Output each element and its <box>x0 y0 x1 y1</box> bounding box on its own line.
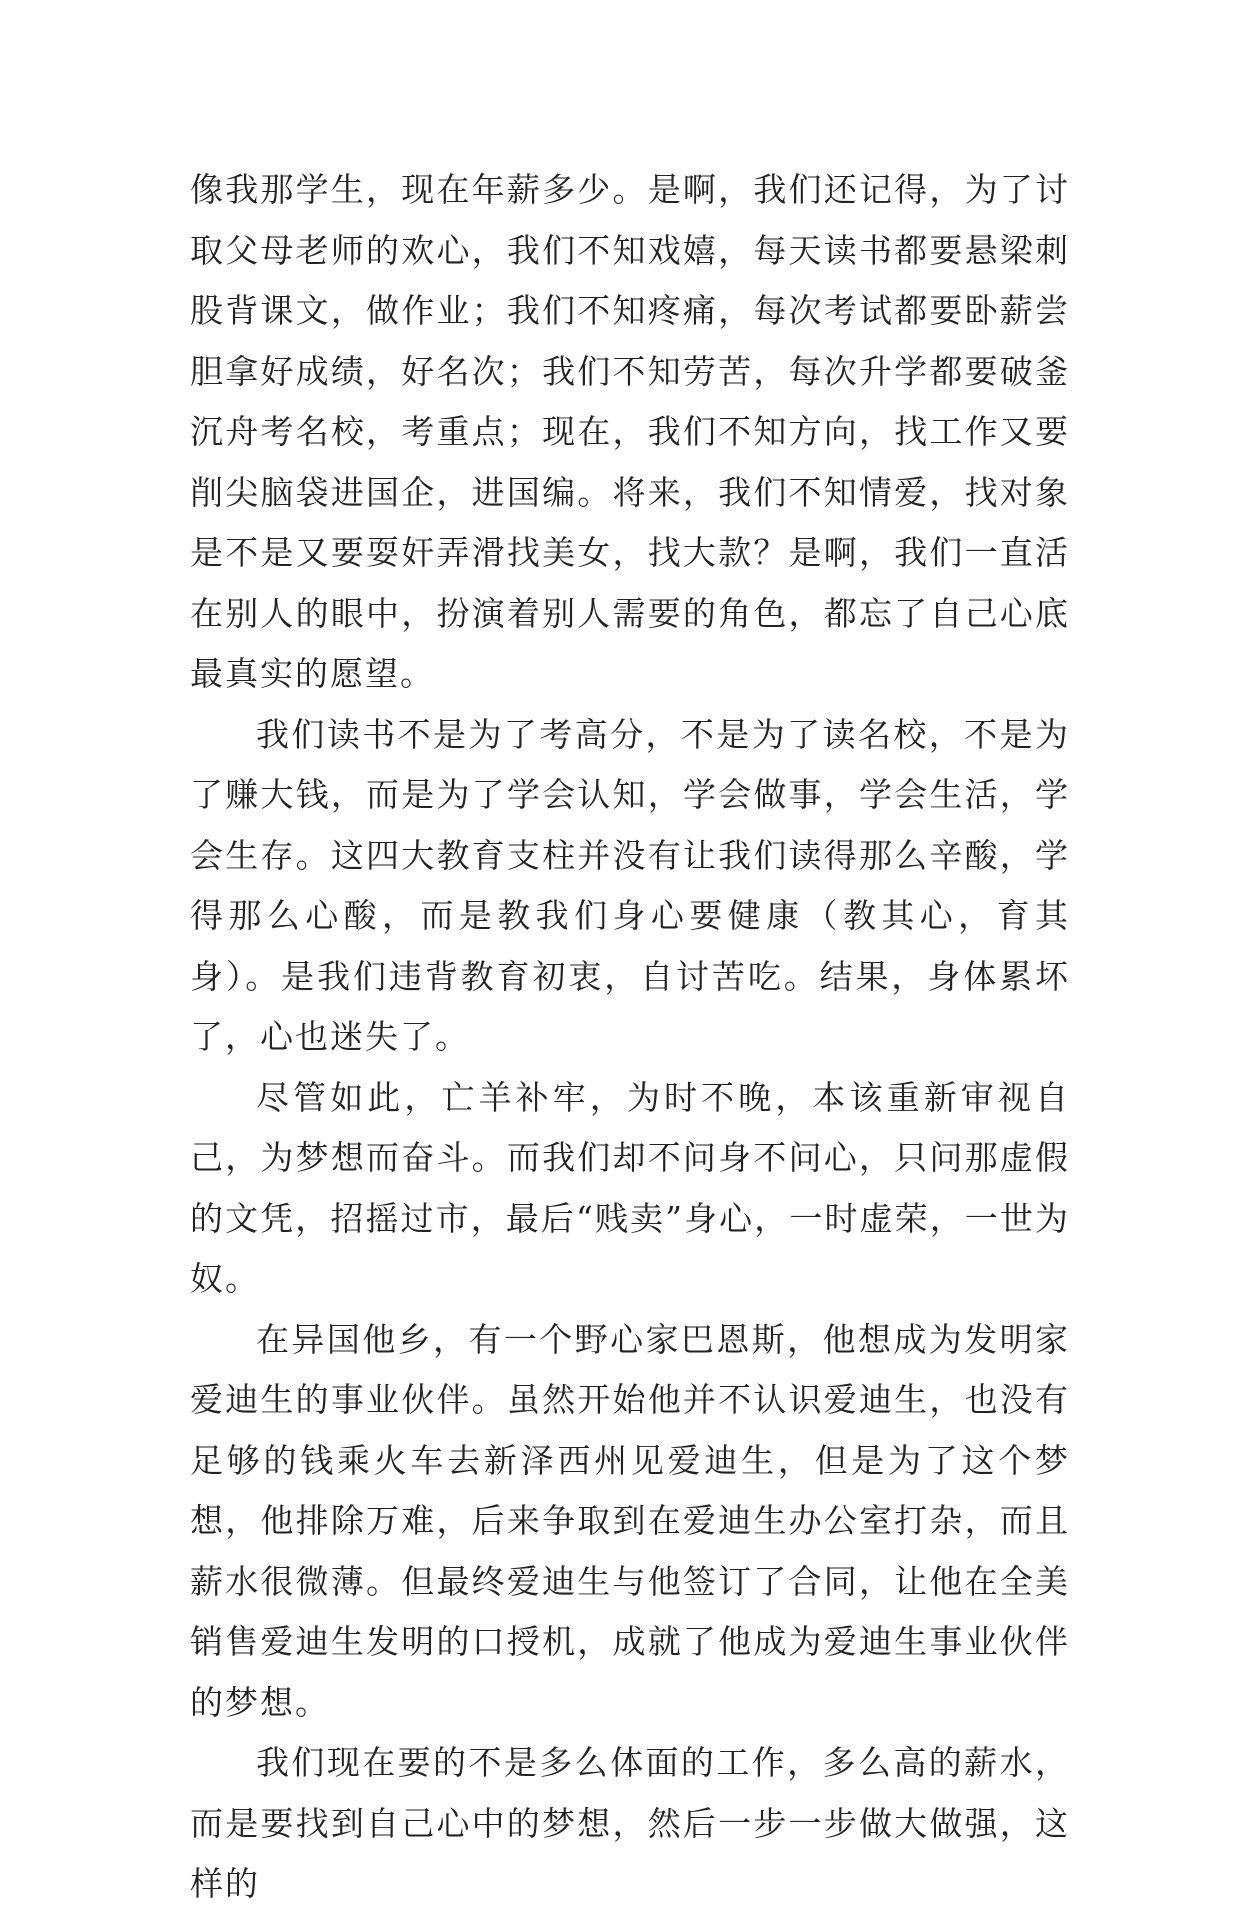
paragraph-3: 尽管如此，亡羊补牢，为时不晚，本该重新审视自己，为梦想而奋斗。而我们却不问身不问心，只问那虚假的文凭，招摇过市，最后“贱卖”身心，一时虚荣，一世为奴。 <box>190 1077 1070 1298</box>
paragraph-1: 像我那学生，现在年薪多少。是啊，我们还记得，为了讨取父母老师的欢心，我们不知戏嬉，每天读书都要悬梁刺股背课文，做作业；我们不知疼痛，每次考试都要卧薪尝胆拿好成绩，好名次；我们不知劳苦，每次升学都要破釜沉舟考名校，考重点；现在，我们不知方向，找工作又要削尖脑袋进国企，进国编。将来，我们不知情爱，找对象是不是又要耍奸弄滑找美女，找大款？是啊，我们一直活在别人的眼中，扮演着别人需要的角色，都忘了自己心底最真实的愿望。 <box>190 170 1070 693</box>
document-body <box>190 160 1070 1915</box>
paragraph-4: 在异国他乡，有一个野心家巴恩斯，他想成为发明家爱迪生的事业伙伴。虽然开始他并不认识爱迪生，也没有足够的钱乘火车去新泽西州见爱迪生，但是为了这个梦想，他排除万难，后来争取到在爱迪生办公室打杂，而且薪水很微薄。但最终爱迪生与他签订了合同，让他在全美销售爱迪生发明的口授机，成就了他成为爱迪生事业伙伴的梦想。 <box>190 1319 1070 1722</box>
paragraph-5: 我们现在要的不是多么体面的工作，多么高的薪水，而是要找到自己心中的梦想，然后一步一步做大做强，这样的 <box>190 1743 1070 1903</box>
paragraph-2: 我们读书不是为了考高分，不是为了读名校，不是为了赚大钱，而是为了学会认知，学会做事，学会生活，学会生存。这四大教育支柱并没有让我们读得那么辛酸，学得那么心酸，而是教我们身心要健康（教其心，育其身）。是我们违背教育初衷，自讨苦吃。结果，身体累坏了，心也迷失了。 <box>190 714 1070 1056</box>
